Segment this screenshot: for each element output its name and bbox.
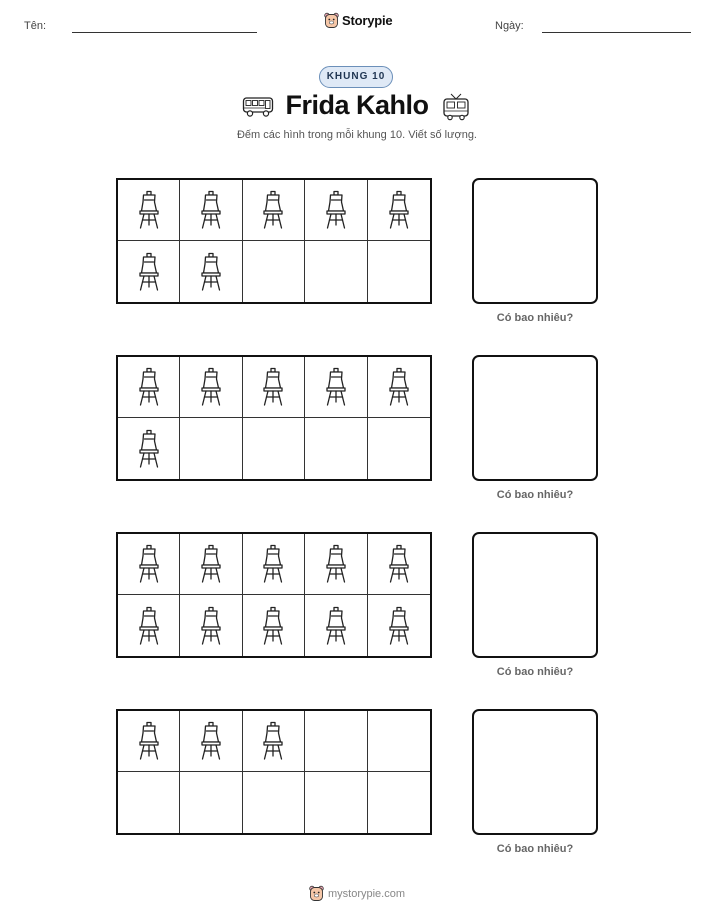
- answer-box-2[interactable]: [472, 355, 598, 481]
- frame-cell: [180, 772, 242, 833]
- frame-cell: [118, 711, 180, 772]
- frame-cell: [180, 357, 242, 418]
- frame-cell: [180, 180, 242, 241]
- frame-cell: [368, 241, 430, 302]
- question-label-3: Có bao nhiêu?: [496, 666, 574, 678]
- ten-frame-1: [116, 178, 432, 304]
- easel-icon: [134, 252, 164, 292]
- ten-frame-2: [116, 355, 432, 481]
- frame-cell: [368, 418, 430, 479]
- frame-cell: [243, 772, 305, 833]
- frame-cell: [180, 595, 242, 656]
- frame-cell: [180, 418, 242, 479]
- frame-cell: [118, 241, 180, 302]
- bear-icon: [324, 12, 339, 29]
- footer: [0, 885, 714, 902]
- date-label: Ngày:: [495, 20, 524, 32]
- frame-cell: [368, 180, 430, 241]
- frame-cell: [118, 180, 180, 241]
- frame-cell: [305, 711, 367, 772]
- frame-cell: [118, 418, 180, 479]
- easel-icon: [134, 606, 164, 646]
- name-label: Tên:: [24, 20, 47, 32]
- easel-icon: [258, 367, 288, 407]
- frame-cell: [180, 241, 242, 302]
- ten-frame-3: [116, 532, 432, 658]
- frame-cell: [180, 711, 242, 772]
- page-title: Frida Kahlo: [285, 90, 429, 120]
- frame-cell: [368, 711, 430, 772]
- frame-cell: [243, 534, 305, 595]
- easel-icon: [321, 544, 351, 584]
- frame-cell: [180, 534, 242, 595]
- easel-icon: [321, 190, 351, 230]
- frame-cell: [118, 357, 180, 418]
- frame-cell: [305, 357, 367, 418]
- easel-icon: [258, 544, 288, 584]
- easel-icon: [321, 606, 351, 646]
- easel-icon: [384, 367, 414, 407]
- easel-icon: [134, 190, 164, 230]
- brand-name: Storypie: [342, 13, 393, 28]
- frame-cell: [305, 180, 367, 241]
- date-line[interactable]: [542, 32, 691, 33]
- easel-icon: [196, 606, 226, 646]
- instruction-text: Đếm các hình trong mỗi khung 10. Viết số lượng.: [236, 129, 477, 141]
- tram-icon: [441, 93, 471, 121]
- answer-box-3[interactable]: [472, 532, 598, 658]
- frame-cell: [243, 357, 305, 418]
- frame-cell: [305, 241, 367, 302]
- frame-cell: [305, 772, 367, 833]
- frame-cell: [118, 534, 180, 595]
- footer-url: mystorypie.com: [327, 887, 406, 900]
- easel-icon: [384, 544, 414, 584]
- easel-icon: [258, 606, 288, 646]
- question-label-1: Có bao nhiêu?: [496, 312, 574, 324]
- question-label-2: Có bao nhiêu?: [496, 489, 574, 501]
- name-line[interactable]: [72, 32, 257, 33]
- ten-frame-badge: KHUNG 10: [319, 66, 393, 88]
- easel-icon: [258, 190, 288, 230]
- frame-cell: [243, 418, 305, 479]
- frame-cell: [243, 241, 305, 302]
- easel-icon: [196, 544, 226, 584]
- easel-icon: [134, 544, 164, 584]
- easel-icon: [384, 190, 414, 230]
- easel-icon: [196, 190, 226, 230]
- easel-icon: [134, 429, 164, 469]
- easel-icon: [321, 367, 351, 407]
- storypie-logo: [324, 12, 392, 29]
- easel-icon: [134, 721, 164, 761]
- frame-cell: [118, 772, 180, 833]
- frame-cell: [243, 711, 305, 772]
- easel-icon: [196, 367, 226, 407]
- frame-cell: [305, 595, 367, 656]
- frame-cell: [243, 595, 305, 656]
- frame-cell: [368, 772, 430, 833]
- bear-icon: [309, 885, 324, 902]
- ten-frame-4: [116, 709, 432, 835]
- frame-cell: [305, 418, 367, 479]
- frame-cell: [243, 180, 305, 241]
- easel-icon: [134, 367, 164, 407]
- frame-cell: [368, 534, 430, 595]
- easel-icon: [196, 252, 226, 292]
- question-label-4: Có bao nhiêu?: [496, 843, 574, 855]
- frame-cell: [368, 595, 430, 656]
- easel-icon: [384, 606, 414, 646]
- answer-box-1[interactable]: [472, 178, 598, 304]
- frame-cell: [368, 357, 430, 418]
- easel-icon: [258, 721, 288, 761]
- easel-icon: [196, 721, 226, 761]
- frame-cell: [118, 595, 180, 656]
- frame-cell: [305, 534, 367, 595]
- answer-box-4[interactable]: [472, 709, 598, 835]
